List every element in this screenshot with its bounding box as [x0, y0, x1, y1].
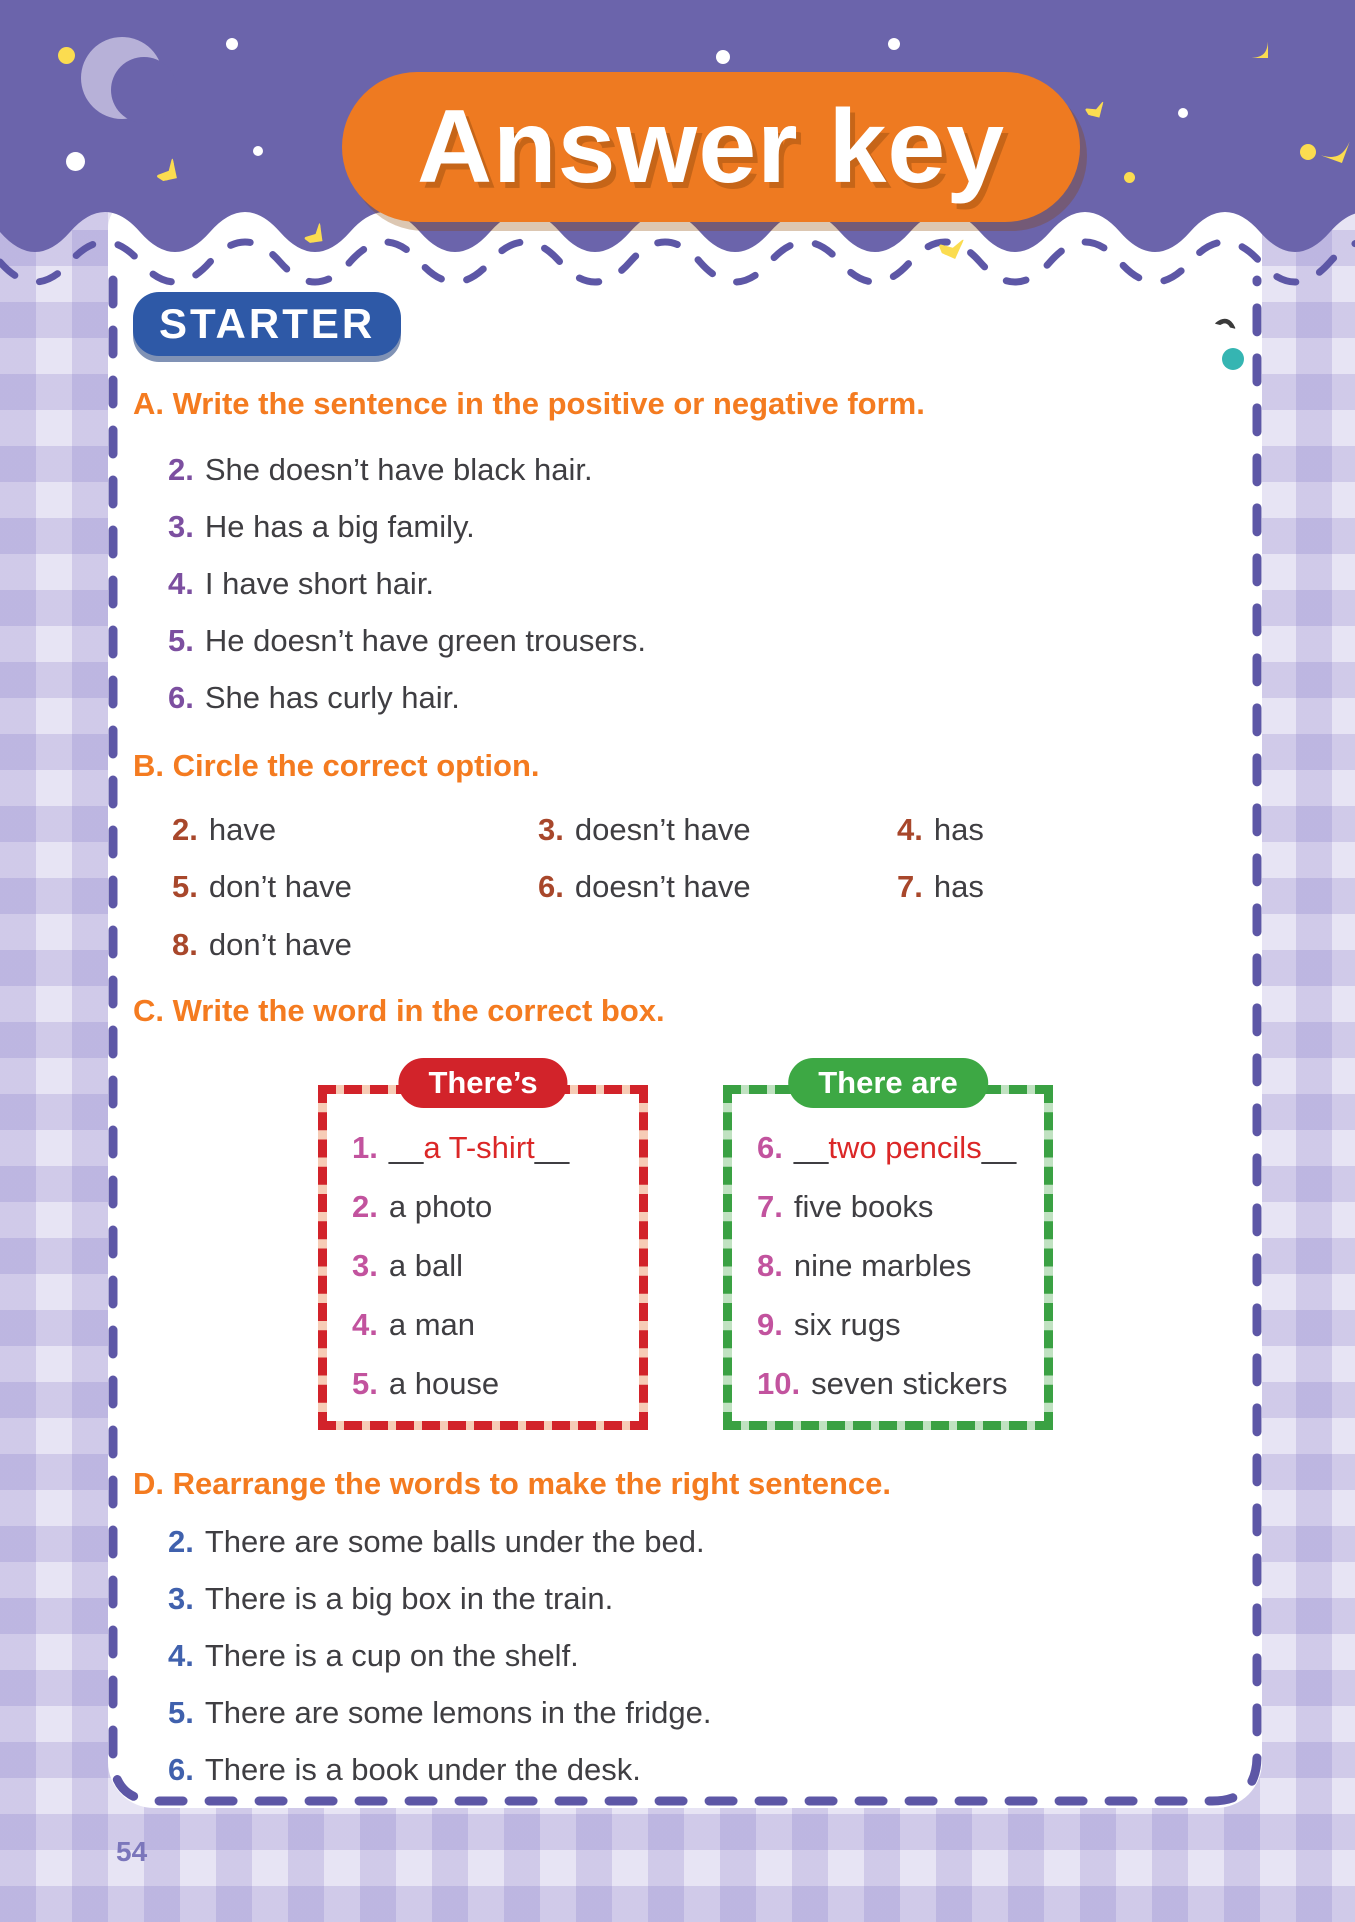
item-number: 2. — [168, 1524, 194, 1559]
white-dot-icon — [888, 38, 900, 50]
answer-item — [168, 1695, 711, 1731]
answer-item — [538, 869, 751, 905]
section-d-heading: D. Rearrange the words to make the right sentence. — [133, 1466, 891, 1501]
answer-item — [168, 680, 460, 716]
answer-item — [168, 452, 593, 488]
page-number: 54 — [116, 1836, 148, 1867]
item-text: a house — [388, 1366, 500, 1401]
item-number: 10. — [757, 1366, 801, 1401]
answer-item — [172, 927, 352, 963]
item-number: 3. — [538, 812, 564, 847]
answer-item — [172, 812, 276, 848]
item-number: 5. — [168, 623, 194, 658]
section-a-heading: A. Write the sentence in the positive or negative form. — [133, 386, 925, 421]
item-number: 3. — [168, 509, 194, 544]
item-number: 2. — [352, 1189, 378, 1224]
item-text: have — [208, 812, 277, 847]
item-number: 6. — [168, 680, 194, 715]
item-text: I have short hair. — [204, 566, 435, 601]
answer-item — [757, 1130, 1016, 1166]
answer-text: two pencils — [828, 1130, 982, 1165]
item-text: There is a cup on the shelf. — [204, 1638, 579, 1673]
item-text: doesn’t have — [574, 869, 751, 904]
theres-label: There’s — [398, 1058, 567, 1108]
theres-box — [318, 1065, 648, 1430]
item-text: six rugs — [793, 1307, 901, 1342]
yellow-dot-icon — [58, 47, 75, 64]
item-number: 8. — [172, 927, 198, 962]
item-number: 8. — [757, 1248, 783, 1283]
item-text: seven stickers — [811, 1366, 1008, 1401]
white-dot-icon — [226, 38, 238, 50]
answer-item — [352, 1189, 492, 1225]
white-dot-icon — [1178, 108, 1188, 118]
item-text: don’t have — [208, 927, 352, 962]
answer-item — [168, 1524, 705, 1560]
item-number: 4. — [168, 1638, 194, 1673]
answer-item — [757, 1248, 971, 1284]
item-number: 6. — [538, 869, 564, 904]
item-text: He has a big family. — [204, 509, 475, 544]
item-number: 5. — [168, 1695, 194, 1730]
item-text: doesn’t have — [574, 812, 751, 847]
section-c-heading: C. Write the word in the correct box. — [133, 993, 665, 1028]
moon-crescent-cut — [111, 57, 177, 123]
item-text: There is a big box in the train. — [204, 1581, 614, 1616]
item-number: 2. — [168, 452, 194, 487]
item-number: 4. — [352, 1307, 378, 1342]
page-title: Answer key — [416, 88, 1006, 205]
item-text: a photo — [388, 1189, 493, 1224]
answer-item — [757, 1189, 933, 1225]
item-number: 5. — [352, 1366, 378, 1401]
item-number: 7. — [757, 1189, 783, 1224]
answer-item — [538, 812, 751, 848]
blank-underscore: __ — [981, 1130, 1017, 1165]
item-text: There is a book under the desk. — [204, 1752, 641, 1787]
item-number: 7. — [897, 869, 923, 904]
item-number: 9. — [757, 1307, 783, 1342]
answer-item — [168, 566, 434, 602]
starter-badge: STARTER — [133, 292, 401, 356]
item-text: has — [933, 869, 984, 904]
answer-text: a T-shirt — [423, 1130, 535, 1165]
answer-item — [897, 812, 984, 848]
answer-item — [352, 1248, 463, 1284]
answer-item — [172, 869, 352, 905]
item-text: has — [933, 812, 984, 847]
sparkle-star-icon — [1232, 22, 1268, 58]
item-number: 2. — [172, 812, 198, 847]
item-number: 4. — [897, 812, 923, 847]
item-number: 6. — [757, 1130, 783, 1165]
item-text: He doesn’t have green trousers. — [204, 623, 647, 658]
white-dot-icon — [66, 152, 85, 171]
answer-item — [168, 1638, 579, 1674]
answer-key-title-banner — [342, 72, 1080, 222]
answer-item — [352, 1307, 475, 1343]
answer-item — [352, 1366, 499, 1402]
item-text: nine marbles — [793, 1248, 972, 1283]
answer-item — [757, 1307, 901, 1343]
section-b-heading: B. Circle the correct option. — [133, 748, 540, 783]
answer-item — [352, 1130, 569, 1166]
teal-dot-icon — [1222, 348, 1244, 370]
item-number: 5. — [172, 869, 198, 904]
there-are-label: There are — [788, 1058, 988, 1108]
blank-underscore: __ — [534, 1130, 570, 1165]
item-text: five books — [793, 1189, 934, 1224]
item-text: a ball — [388, 1248, 463, 1283]
item-number: 3. — [352, 1248, 378, 1283]
yellow-dot-icon — [1124, 172, 1135, 183]
item-text: She has curly hair. — [204, 680, 460, 715]
blank-underscore: __ — [793, 1130, 829, 1165]
answer-item — [897, 869, 984, 905]
item-number: 4. — [168, 566, 194, 601]
item-number: 1. — [352, 1130, 378, 1165]
answer-item — [757, 1366, 1008, 1402]
answer-item — [168, 1581, 613, 1617]
item-text: She doesn’t have black hair. — [204, 452, 593, 487]
item-text: a man — [388, 1307, 476, 1342]
white-dot-icon — [716, 50, 730, 64]
item-number: 6. — [168, 1752, 194, 1787]
item-text: There are some balls under the bed. — [204, 1524, 705, 1559]
blank-underscore: __ — [388, 1130, 424, 1165]
item-number: 3. — [168, 1581, 194, 1616]
page-header — [0, 0, 1355, 300]
there-are-box — [723, 1065, 1053, 1430]
answer-item — [168, 623, 646, 659]
item-text: don’t have — [208, 869, 352, 904]
item-text: There are some lemons in the fridge. — [204, 1695, 712, 1730]
answer-item — [168, 509, 475, 545]
small-star-icon — [127, 137, 177, 187]
answer-item — [168, 1752, 641, 1788]
